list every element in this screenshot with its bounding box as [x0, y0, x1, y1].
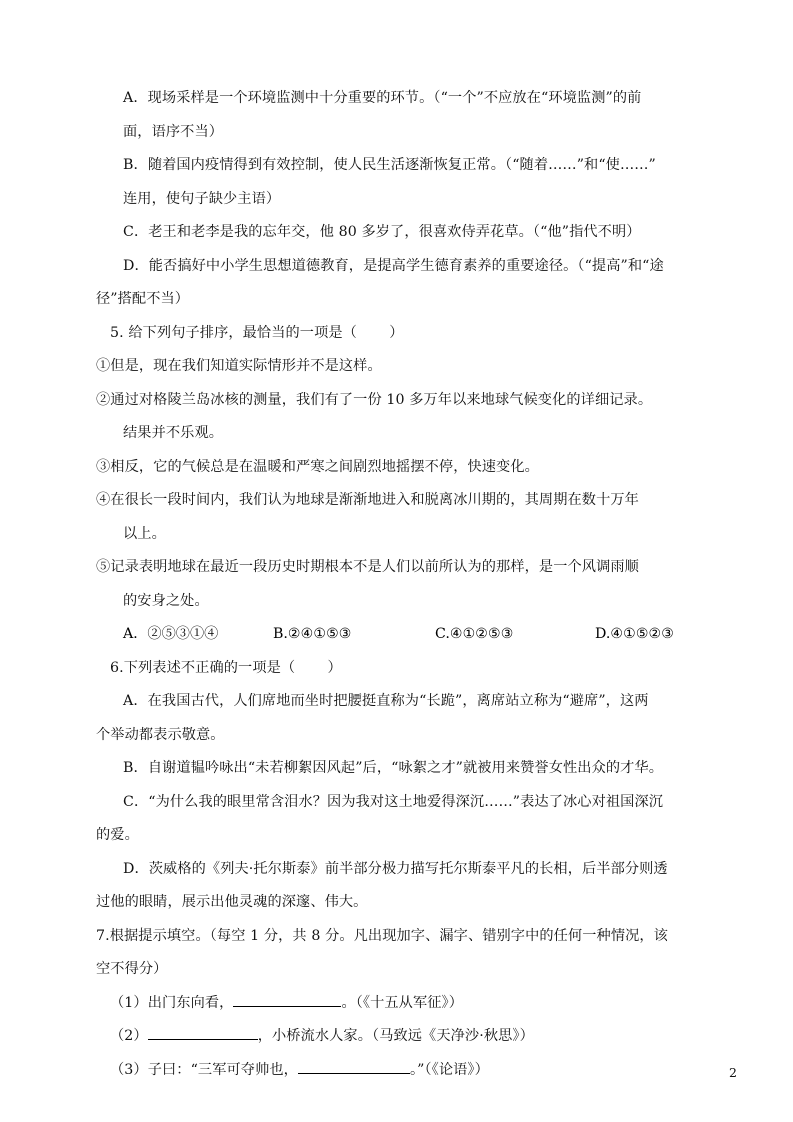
q5-answer-row	[96, 618, 688, 652]
q5-item-4-cont: 以上。	[123, 525, 166, 542]
q5-item-5: ⑤记录表明地球在最近一段历史时期根本不是人们以前所认为的那样，是一个风调雨顺	[96, 559, 639, 575]
q6-option-c-line1: C．“为什么我的眼里常含泪水？因为我对这土地爱得深沉……”表达了冰心对祖国深沉	[123, 793, 664, 810]
q7-blank-3-prefix: （3）子曰：“三军可夺帅也，	[110, 1061, 298, 1078]
q7-blank-1-prefix: （1）出门东向看，	[110, 994, 234, 1011]
q5-answer-d[interactable]: D.④①⑤②③	[595, 626, 674, 642]
q6-option-d-line2: 过他的眼睛，展示出他灵魂的深邃、伟大。	[96, 894, 368, 910]
page-number: 2	[729, 1065, 737, 1080]
q4-option-d-line2: 径”搭配不当）	[96, 291, 190, 307]
q6-option-c-line2: 的爱。	[96, 827, 139, 843]
q4-option-b-line1: B．随着国内疫情得到有效控制，使人民生活逐渐恢复正常。（“随着……”和“使……”	[123, 157, 656, 173]
q5-item-5-cont: 的安身之处。	[123, 592, 209, 609]
q7-blank-1-input[interactable]	[233, 991, 341, 1007]
q5-item-2-cont: 结果并不乐观。	[123, 425, 224, 441]
q5-item-3: ③相反，它的气候总是在温暖和严寒之间剧烈地摇摆不停，快速变化。	[96, 458, 539, 475]
question-6-stem: 6.下列表述不正确的一项是（ ）	[110, 659, 342, 676]
q7-blank-2-prefix: （2）	[110, 1028, 148, 1044]
q7-blank-3-input[interactable]	[298, 1058, 410, 1074]
q6-option-a-line2: 个举动都表示敬意。	[96, 726, 225, 743]
q4-option-c: C．老王和老李是我的忘年交，他 80 多岁了，很喜欢侍弄花草。（“他”指代不明）	[123, 224, 641, 240]
question-7-stem-line1: 7.根据提示填空。（每空 1 分，共 8 分。凡出现加字、漏字、错别字中的任何一种情况，该	[96, 927, 668, 944]
q5-answer-c[interactable]: C.④①②⑤③	[435, 626, 514, 642]
q4-option-a-line2: 面，语序不当）	[123, 123, 224, 140]
q4-option-b-line2: 连用，使句子缺少主语）	[123, 190, 281, 207]
q7-blank-item-2	[96, 1020, 688, 1054]
question-5-stem: 5. 给下列句子排序，最恰当的一项是（ ）	[110, 324, 404, 341]
q6-option-b: B．自谢道韫吟咏出“未若柳絮因风起”后，“咏絮之才”就被用来赞誉女性出众的才华。	[123, 760, 664, 776]
q5-item-2: ②通过对格陵兰岛冰核的测量，我们有了一份 10 多万年以来地球气候变化的详细记录。	[96, 391, 653, 408]
q4-option-d-line1: D．能否搞好中小学生思想道德教育，是提高学生德育素养的重要途径。（“提高”和“途	[123, 257, 664, 274]
q4-option-a-line1: A．现场采样是一个环境监测中十分重要的环节。（“一个”不应放在“环境监测”的前	[123, 90, 642, 106]
q5-item-4: ④在很长一段时间内，我们认为地球是渐渐地进入和脱离冰川期的，其周期在数十万年	[96, 492, 639, 508]
q6-option-a-line1: A．在我国古代，人们席地而坐时把腰挺直称为“长跪”，离席站立称为“避席”，这两	[123, 693, 649, 709]
page-content	[96, 82, 688, 1087]
q7-blank-2-input[interactable]	[148, 1024, 258, 1040]
question-7-stem-line2: 空不得分）	[96, 961, 168, 977]
q7-blank-item-1	[96, 987, 688, 1021]
q6-option-d-line1: D．茨威格的《列夫·托尔斯泰》前半部分极力描写托尔斯泰平凡的长相，后半部分则透	[123, 860, 668, 877]
q5-item-1: ①但是，现在我们知道实际情形并不是这样。	[96, 358, 382, 374]
q5-answer-a[interactable]: A．②⑤③①④	[123, 626, 219, 642]
q7-blank-2-suffix: ，小桥流水人家。（马致远《天净沙·秋思》）	[257, 1028, 534, 1044]
q5-answer-b[interactable]: B.②④①⑤③	[273, 626, 352, 642]
q7-blank-3-suffix: 。”（《论语》）	[409, 1061, 489, 1078]
q7-blank-item-3	[96, 1054, 688, 1088]
q7-blank-1-suffix: 。（《十五从军征》）	[341, 994, 464, 1011]
